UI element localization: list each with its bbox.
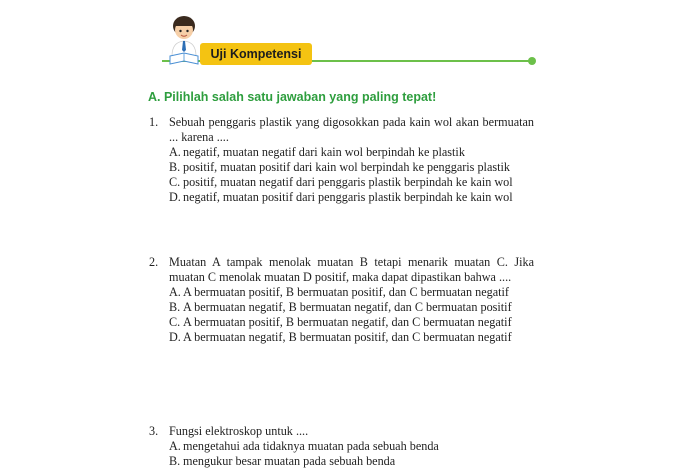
option-letter: B. bbox=[169, 300, 181, 314]
option-letter: C. bbox=[169, 175, 181, 189]
question-text: Muatan A tampak menolak muatan B tetapi menarik muatan C. Jika muatan C menolak muatan D positif, maka dapat dipastikan bahwa .... bbox=[169, 255, 534, 284]
option-letter: C. bbox=[169, 315, 181, 329]
uji-kompetensi-badge: Uji Kompetensi bbox=[200, 43, 312, 65]
option-letter: A. bbox=[169, 285, 181, 299]
option-b bbox=[169, 454, 534, 469]
option-b bbox=[169, 300, 534, 315]
question-2 bbox=[149, 255, 534, 345]
question-3 bbox=[149, 424, 534, 469]
question-text: Fungsi elektroskop untuk .... bbox=[169, 424, 309, 438]
option-a bbox=[169, 285, 534, 300]
option-d bbox=[169, 190, 534, 205]
option-letter: D. bbox=[169, 330, 181, 344]
option-text: negatif, muatan positif dari penggaris plastik berpindah ke kain wol bbox=[183, 190, 513, 204]
option-letter: B. bbox=[169, 160, 181, 174]
option-a bbox=[169, 145, 534, 160]
option-c bbox=[169, 315, 534, 330]
option-text: A bermuatan positif, B bermuatan positif, dan C bermuatan negatif bbox=[183, 285, 509, 299]
option-letter: B. bbox=[169, 454, 181, 468]
option-a bbox=[169, 439, 534, 454]
option-text: A bermuatan negatif, B bermuatan negatif, dan C bermuatan positif bbox=[183, 300, 512, 314]
question-number: 2. bbox=[149, 255, 159, 269]
option-text: A bermuatan positif, B bermuatan negatif, dan C bermuatan negatif bbox=[183, 315, 512, 329]
question-number: 1. bbox=[149, 115, 159, 129]
option-letter: A. bbox=[169, 439, 181, 453]
option-text: mengetahui ada tidaknya muatan pada sebuah benda bbox=[183, 439, 439, 453]
option-d bbox=[169, 330, 534, 345]
option-text: positif, muatan negatif dari penggaris plastik berpindah ke kain wol bbox=[183, 175, 513, 189]
option-text: A bermuatan negatif, B bermuatan positif, dan C bermuatan negatif bbox=[183, 330, 512, 344]
option-text: mengukur besar muatan pada sebuah benda bbox=[183, 454, 396, 468]
question-text: Sebuah penggaris plastik yang digosokkan pada kain wol akan bermuatan ... karena .... bbox=[169, 115, 534, 144]
option-text: negatif, muatan negatif dari kain wol berpindah ke plastik bbox=[183, 145, 465, 159]
option-text: positif, muatan positif dari kain wol berpindah ke penggaris plastik bbox=[183, 160, 510, 174]
option-letter: A. bbox=[169, 145, 181, 159]
header-divider-dot bbox=[528, 57, 536, 65]
option-letter: D. bbox=[169, 190, 181, 204]
option-c bbox=[169, 175, 534, 190]
question-1 bbox=[149, 115, 534, 205]
question-number: 3. bbox=[149, 424, 159, 438]
option-b bbox=[169, 160, 534, 175]
section-title: A. Pilihlah salah satu jawaban yang paling tepat! bbox=[148, 90, 437, 104]
